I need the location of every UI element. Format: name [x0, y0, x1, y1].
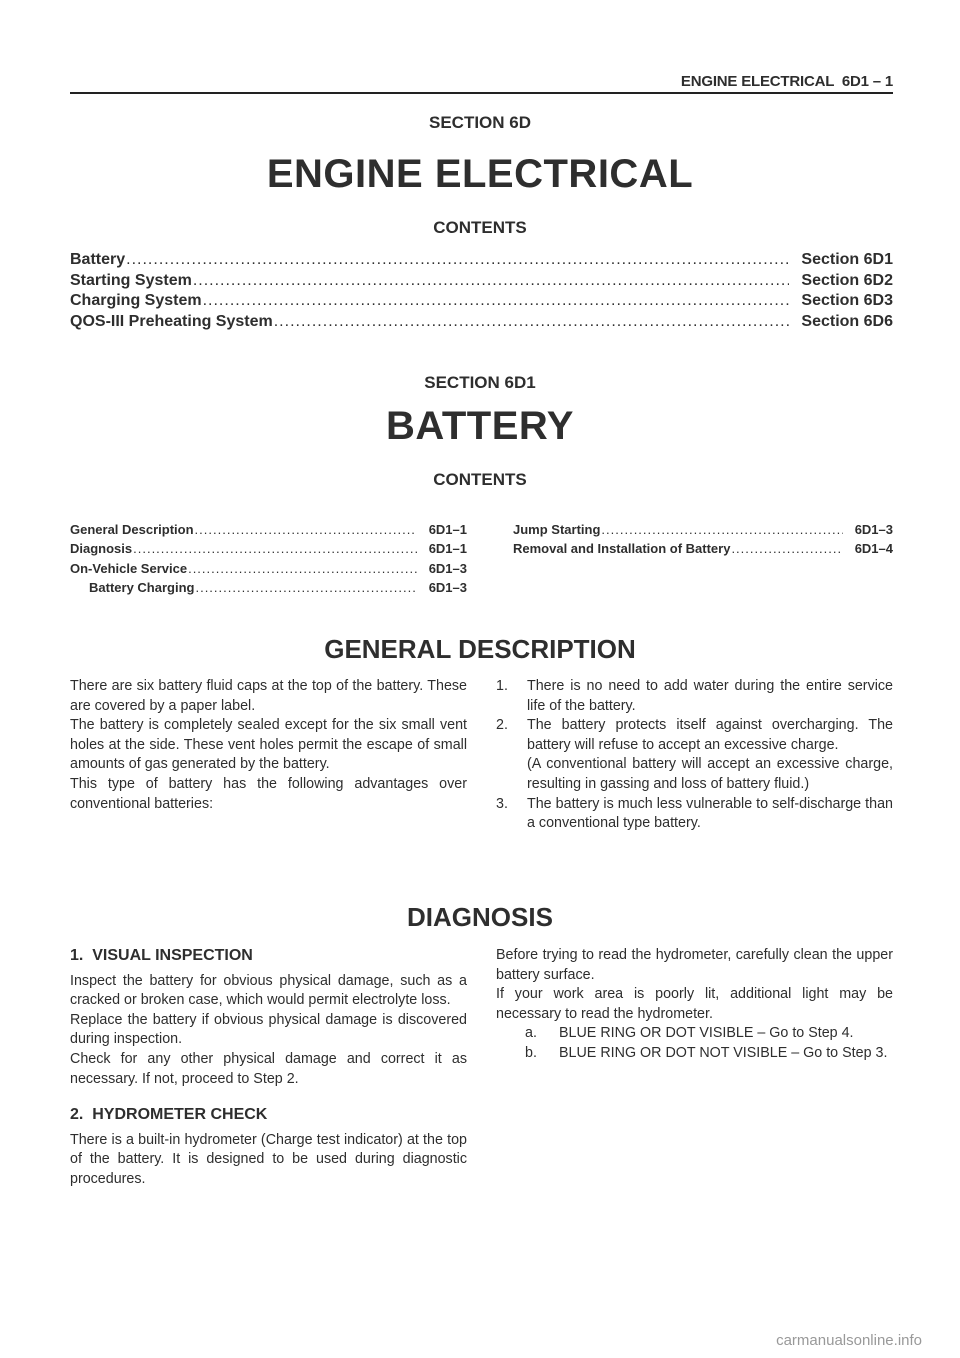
toc-label: Starting System	[70, 271, 192, 289]
subsection-contents-heading: CONTENTS	[433, 470, 527, 489]
toc-entry[interactable]	[70, 561, 467, 580]
toc-page: 6D1–3	[854, 522, 893, 537]
paragraph: Replace the battery if obvious physical damage is discovered during inspection.	[70, 1011, 467, 1048]
toc-entry[interactable]	[70, 580, 467, 599]
list-item: 1. There is no need to add water during the entire service life of the battery.	[496, 678, 893, 714]
toc-entry[interactable]	[70, 541, 467, 560]
toc-label: Jump Starting	[513, 522, 601, 537]
paragraph: This type of battery has the following advantages over conventional batteries:	[70, 775, 467, 812]
toc-entry[interactable]	[513, 541, 893, 560]
visual-inspection-heading: 1. VISUAL INSPECTION	[70, 947, 253, 964]
diagnosis-heading: DIAGNOSIS	[407, 902, 553, 932]
toc-label: QOS-III Preheating System	[70, 313, 273, 331]
toc-page: 6D1–1	[428, 522, 467, 537]
running-header: ENGINE ELECTRICAL 6D1 – 1	[680, 73, 893, 90]
toc-page: 6D1–4	[854, 541, 893, 557]
toc-entry[interactable]	[70, 522, 467, 541]
paragraph: There is a built-in hydrometer (Charge test indicator) at the top of the battery. It is designed to be used during diagnostic procedures.	[70, 1131, 467, 1187]
toc-entry[interactable]	[70, 292, 893, 313]
toc-page: 6D1–3	[428, 579, 467, 595]
toc-page: 6D1–3	[428, 560, 467, 576]
paragraph: There are six battery fluid caps at the top of the battery. These are covered by a paper label.	[70, 678, 467, 714]
toc-entry[interactable]	[70, 272, 893, 293]
header-rule	[70, 92, 893, 94]
battery-toc-right	[513, 522, 893, 561]
diagnosis-left	[70, 946, 467, 1190]
toc-page: Section 6D1	[801, 251, 893, 268]
paragraph: The battery is completely sealed except for the six small vent holes at the side. These vent holes permit the escape of small amounts of gas generated by the battery.	[70, 717, 467, 773]
page-title: ENGINE ELECTRICAL	[266, 152, 694, 196]
toc-label: Charging System	[70, 292, 202, 310]
list-item: a. BLUE RING OR DOT VISIBLE – Go to Step 4.	[525, 1025, 854, 1042]
toc-entry[interactable]	[70, 313, 893, 334]
list-item: b. BLUE RING OR DOT NOT VISIBLE – Go to Step 3.	[525, 1044, 888, 1061]
section-label: SECTION 6D	[428, 113, 532, 132]
toc-label: Removal and Installation of Battery	[513, 541, 731, 557]
general-description-heading: GENERAL DESCRIPTION	[324, 634, 636, 664]
advantages-list	[496, 677, 893, 834]
paragraph: Before trying to read the hydrometer, carefully clean the upper battery surface.	[496, 947, 893, 983]
toc-label: Battery Charging	[89, 579, 195, 595]
hydrometer-check-heading: 2. HYDROMETER CHECK	[70, 1106, 268, 1124]
subsection-label: SECTION 6D1	[424, 373, 536, 392]
battery-toc-left	[70, 522, 467, 599]
list-item: 3. The battery is much less vulnerable to self-discharge than a conventional type battery.	[496, 795, 893, 832]
paragraph: Check for any other physical damage and correct it as necessary. If not, proceed to Step 2.	[70, 1050, 467, 1087]
toc-page: Section 6D3	[801, 292, 893, 310]
toc-page: 6D1–1	[428, 541, 467, 557]
toc-label: General Description	[70, 522, 194, 537]
diagnosis-right	[496, 946, 893, 1064]
paragraph: If your work area is poorly lit, additional light may be necessary to read the hydrometer.	[496, 986, 893, 1022]
watermark: carmanualsonline.info	[776, 1332, 922, 1349]
subsection-title: BATTERY	[386, 404, 574, 448]
toc-entry[interactable]	[513, 522, 893, 541]
note: (A conventional battery will accept an excessive charge, resulting in gassing and loss of battery fluid.)	[527, 756, 893, 792]
toc-page: Section 6D6	[801, 313, 893, 331]
contents-heading: CONTENTS	[433, 218, 527, 237]
toc-label: Battery	[70, 251, 126, 268]
paragraph: Inspect the battery for obvious physical damage, such as a cracked or broken case, which would permit electrolyte loss.	[70, 972, 467, 1009]
list-item: 2. The battery protects itself against overcharging. The battery will refuse to accept an excessive charge. (A conventional battery will accept an excessive charge, resulting in gassing and loss of battery fluid.)	[496, 717, 893, 792]
general-description-left	[70, 677, 467, 814]
section-toc	[70, 251, 893, 334]
toc-label: Diagnosis	[70, 541, 133, 557]
toc-entry[interactable]	[70, 251, 893, 272]
toc-label: On-Vehicle Service	[70, 560, 188, 576]
toc-page: Section 6D2	[801, 271, 893, 289]
